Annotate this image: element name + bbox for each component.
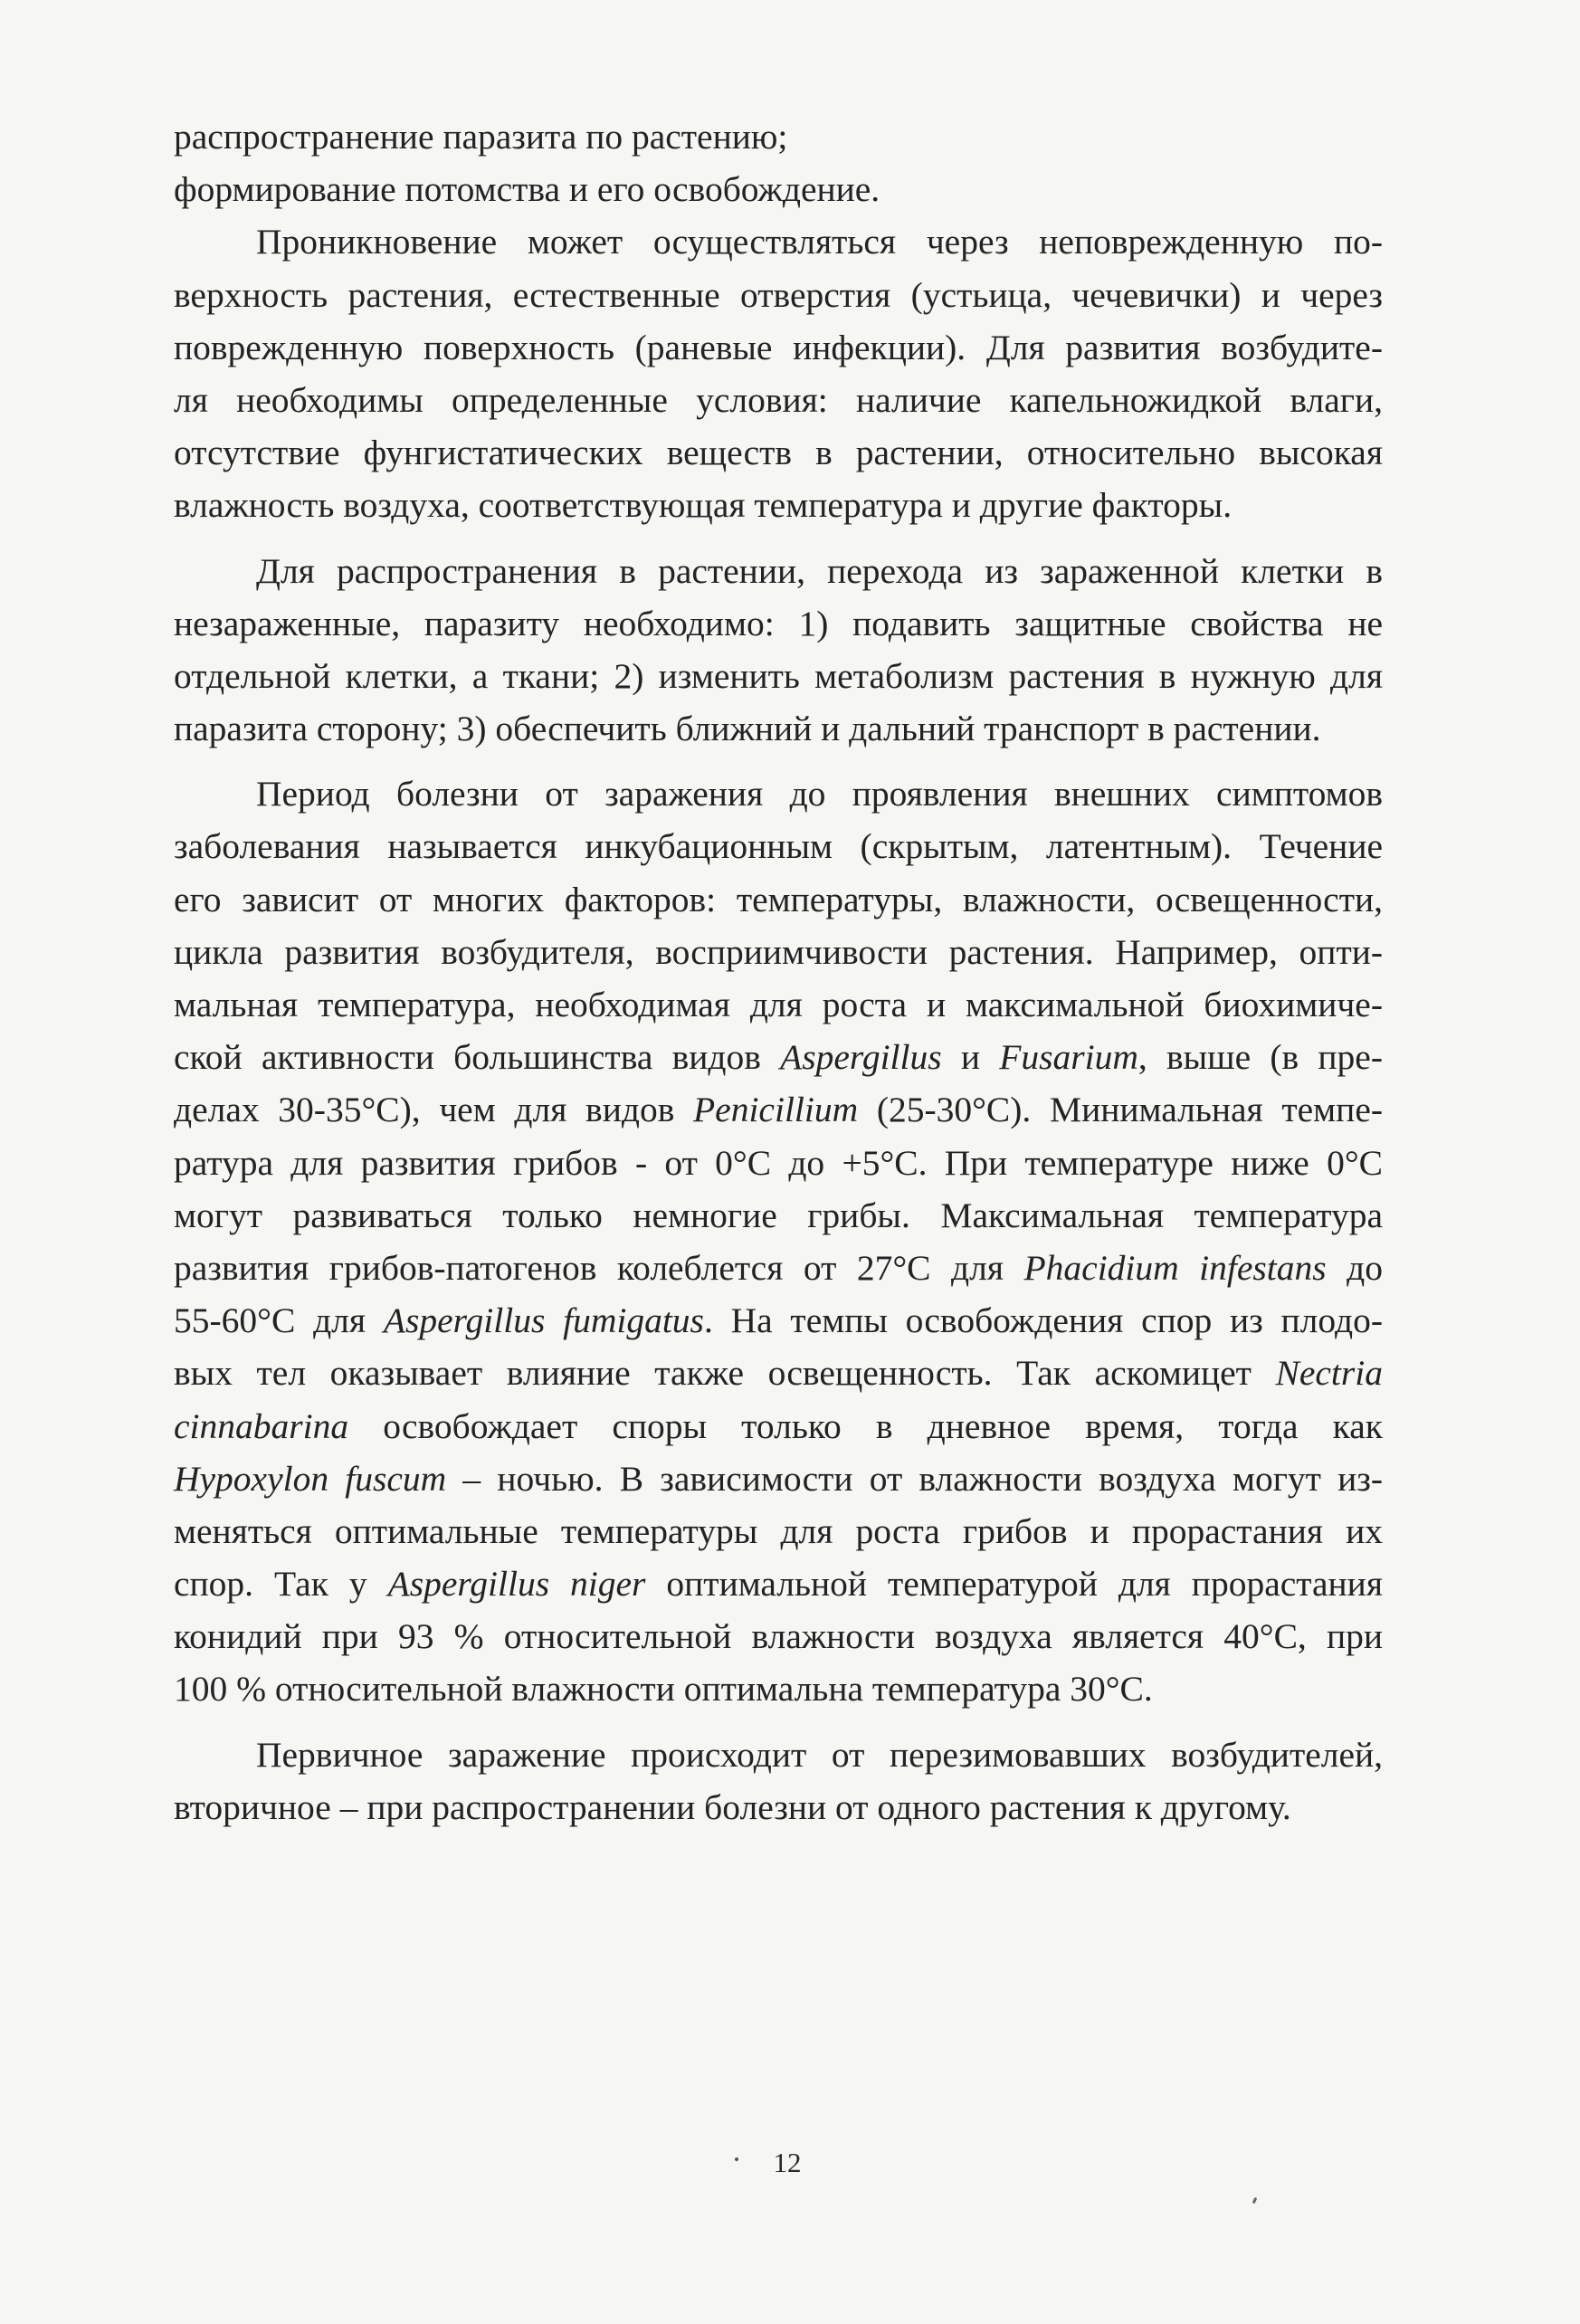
text-line: конидий при 93 % относительной влажности воздуха является 40°С, при [174, 1616, 1383, 1657]
text-line: заболевания называется инкубационным (скрытым, латентным). Течение [174, 826, 1383, 867]
paragraph-last-line: влажность воздуха, соответствующая температура и другие факторы. [174, 485, 1233, 526]
text-line: cinnabarina освобождает споры только в дневное время, тогда как [174, 1405, 1383, 1446]
paragraph-first-line: Первичное заражение происходит от перезимовавших возбудителей, [256, 1734, 1383, 1775]
text-line: цикла развития возбудителя, восприимчивости растения. Например, опти- [174, 931, 1383, 972]
text-line: вых тел оказывает влияние также освещенность. Так аскомицет Nectria [174, 1353, 1383, 1394]
body-text [174, 110, 1383, 1833]
paragraph-last-line: 100 % относительной влажности оптимальна температура 30°С. [174, 1669, 1153, 1710]
text-line: спор. Так у Aspergillus niger оптимальной температурой для прорастания [174, 1564, 1383, 1605]
text-line: отсутствие фунгистатических веществ в растении, относительно высокая [174, 433, 1383, 473]
species-name: Phacidium infestans [1023, 1247, 1327, 1288]
text-line: Hypoxylon fuscum – ночью. В зависимости от влажности воздуха могут из- [174, 1458, 1384, 1499]
paragraph-first-line: Проникновение может осуществляться через неповрежденную по- [256, 222, 1383, 262]
species-name: Penicillium [693, 1090, 859, 1130]
species-name: Aspergillus niger [387, 1564, 646, 1605]
text-line: ратура для развития грибов - от 0°С до +5°С. При температуре ниже 0°С [174, 1142, 1383, 1183]
species-name: Fusarium [999, 1037, 1138, 1078]
paragraph-first-line: Период болезни от заражения до проявления внешних симптомов [256, 774, 1383, 814]
text-line: отдельной клетки, а ткани; 2) изменить метаболизм растения в нужную для [174, 655, 1383, 696]
species-name: Aspergillus [780, 1037, 942, 1078]
text-line: распространение паразита по растению; [174, 117, 788, 157]
paragraph-first-line: Для распространения в растении, перехода из зараженной клетки в [256, 550, 1383, 591]
text-line: делах 30-35°С), чем для видов Penicillium (25-30°С). Минимальная темпе- [174, 1090, 1383, 1130]
paragraph-last-line: вторичное – при распространении болезни от одного растения к другому. [174, 1786, 1291, 1827]
text-line: ской активности большинства видов Aspergillus и Fusarium, выше (в пре- [174, 1037, 1383, 1078]
paragraph-last-line: паразита сторону; 3) обеспечить ближний и дальний транспорт в растении. [174, 709, 1321, 749]
text-line: ля необходимы определенные условия: наличие капельножидкой влаги, [174, 379, 1383, 420]
text-line: верхность растения, естественные отверстия (устьица, чечевички) и через [174, 274, 1383, 315]
species-name: Aspergillus fumigatus [383, 1300, 704, 1341]
species-name: cinnabarina [174, 1405, 349, 1446]
text-line: меняться оптимальные температуры для роста грибов и прорастания их [174, 1510, 1383, 1551]
page-number: 12 [773, 2147, 802, 2178]
text-line: 55-60°С для Aspergillus fumigatus. На темпы освобождения спор из плодо- [174, 1300, 1384, 1341]
text-line: формирование потомства и его освобождение. [174, 169, 880, 210]
species-name: Hypoxylon fuscum [174, 1458, 447, 1499]
scan-speck [734, 2157, 738, 2161]
text-line: развития грибов-патогенов колеблется от 27°С для Phacidium infestans до [174, 1247, 1383, 1288]
text-line: поврежденную поверхность (раневые инфекции). Для развития возбудите- [174, 327, 1383, 367]
text-line: мальная температура, необходимая для роста и максимальной биохимиче- [174, 985, 1383, 1024]
scan-speck [1252, 2197, 1258, 2205]
text-line: могут развиваться только немногие грибы. Максимальная температура [174, 1195, 1383, 1235]
species-name: Nectria [1275, 1353, 1383, 1394]
text-line: его зависит от многих факторов: температуры, влажности, освещенности, [174, 879, 1383, 919]
text-line: незараженные, паразиту необходимо: 1) подавить защитные свойства не [174, 603, 1383, 643]
